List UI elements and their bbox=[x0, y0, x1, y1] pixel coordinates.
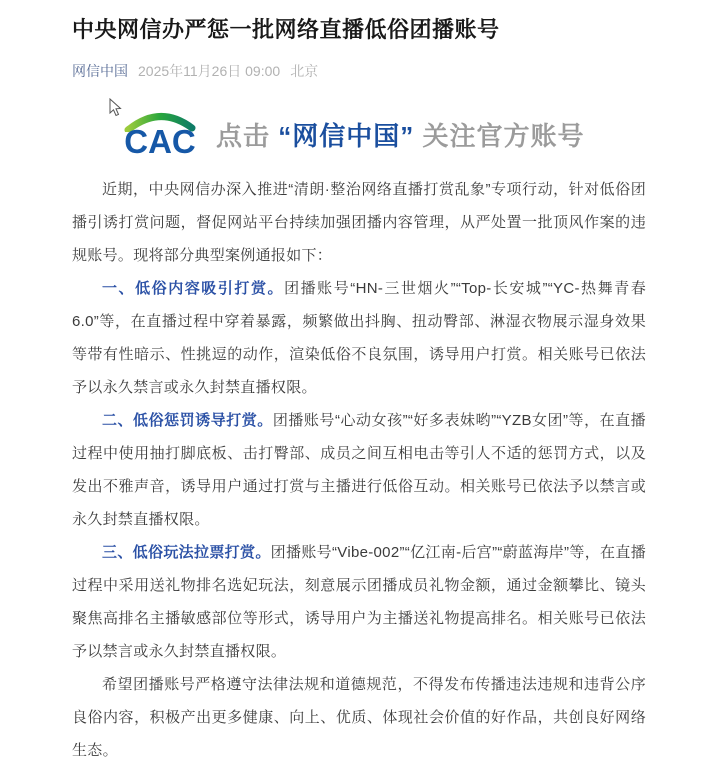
banner-suffix: 关注官方账号 bbox=[422, 121, 585, 152]
section-heading-3: 三、低俗玩法拉票打赏。 bbox=[102, 543, 271, 561]
paragraph-case-2 bbox=[72, 404, 646, 536]
article-title: 中央网信办严惩一批网络直播低俗团播账号 bbox=[72, 17, 500, 42]
paragraph-case-1 bbox=[72, 272, 646, 404]
paragraph-text: 希望团播账号严格遵守法律法规和道德规范，不得发布传播违法违规和违背公序良俗内容，积极产出更多健康、向上、优质、体现社会价值的好作品，共创良好网络生态。 bbox=[72, 675, 646, 759]
section-heading-1: 一、低俗内容吸引打赏。 bbox=[102, 279, 285, 297]
cac-logo bbox=[124, 112, 196, 158]
paragraph-closing bbox=[72, 668, 646, 767]
article-body bbox=[72, 173, 646, 767]
banner-highlight: “网信中国” bbox=[278, 121, 415, 152]
follow-account-banner[interactable] bbox=[72, 103, 646, 167]
source-account-link[interactable]: 网信中国 bbox=[72, 62, 128, 79]
cac-logo-text: CAC bbox=[124, 122, 196, 160]
paragraph-text: 团播账号“心动女孩”“好多表妹哟”“YZB女团”等，在直播过程中使用抽打脚底板、击打臀部、成员之间互相电击等引人不适的惩罚方式，以及发出不雅声音，诱导用户通过打赏与主播进行低俗互动。相关账号已依法予以禁言或永久封禁直播权限。 bbox=[72, 411, 646, 528]
paragraph-text: 近期，中央网信办深入推进“清朗·整治网络直播打赏乱象”专项行动，针对低俗团播引诱打赏问题，督促网站平台持续加强团播内容管理，从严处置一批顶风作案的违规账号。现将部分典型案例通报如下： bbox=[72, 180, 646, 264]
paragraph-text: 团播账号“HN-三世烟火”“Top-长安城”“YC-热舞青春6.0”等，在直播过程中穿着暴露，频繁做出抖胸、扭动臀部、淋湿衣物展示湿身效果等带有性暗示、性挑逗的动作，渲染低俗不良氛围，诱导用户打赏。相关账号已依法予以永久禁言或永久封禁直播权限。 bbox=[72, 279, 646, 396]
byline bbox=[72, 61, 646, 81]
banner-text bbox=[216, 116, 585, 153]
publish-date: 2025年11月26日 09:00 bbox=[138, 62, 281, 79]
paragraph-case-3 bbox=[72, 536, 646, 668]
banner-prefix: 点击 bbox=[216, 121, 271, 152]
section-heading-2: 二、低俗惩罚诱导打赏。 bbox=[102, 411, 273, 429]
publish-location: 北京 bbox=[290, 62, 319, 79]
paragraph-intro bbox=[72, 173, 646, 272]
paragraph-text: 团播账号“Vibe-002”“亿江南-后宫”“蔚蓝海岸”等，在直播过程中采用送礼物排名选妃玩法，刻意展示团播成员礼物金额，通过金额攀比、镜头聚焦高排名主播敏感部位等形式，诱导用户为主播送礼物提高排名。相关账号已依法予以禁言或永久封禁直播权限。 bbox=[72, 543, 646, 660]
